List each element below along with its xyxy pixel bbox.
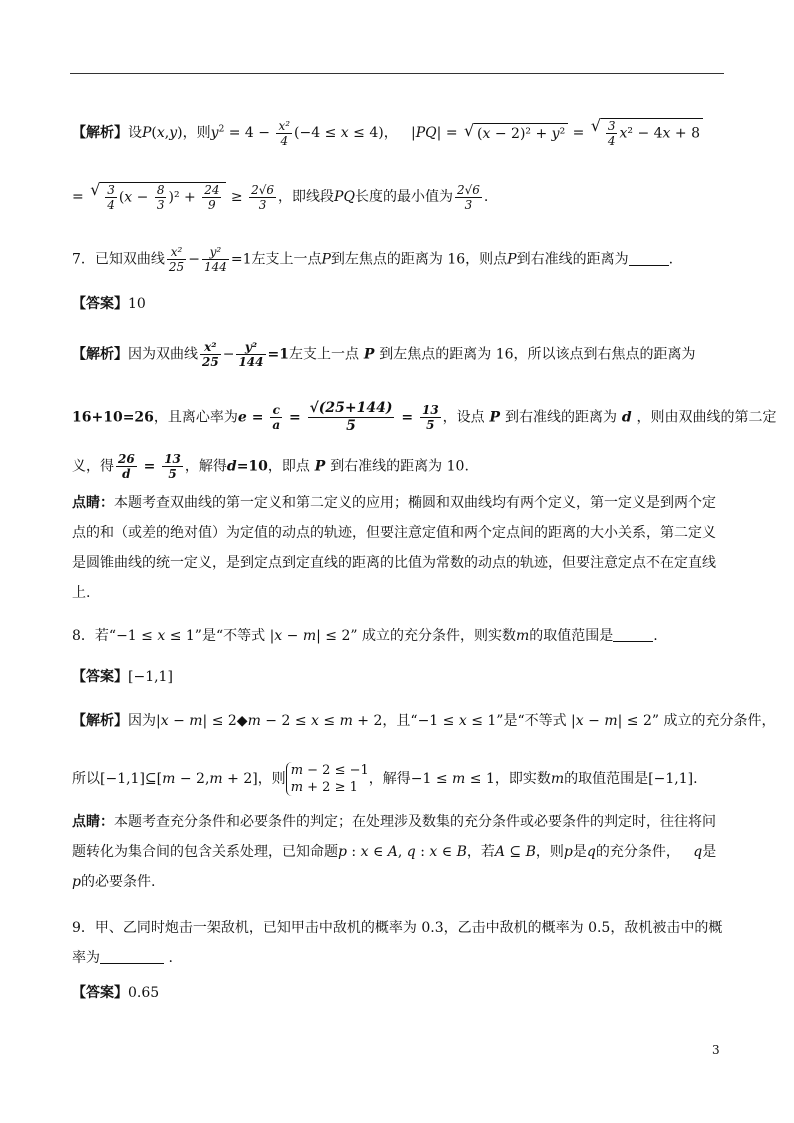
text: ，解得 (184, 458, 227, 475)
text: 成立的充分条件，则实数 (362, 628, 516, 644)
q8-note: 点睛：本题考查充分条件和必要条件的判定；在处理涉及数集的充分条件或必要条件的判定时，往往将问题转化为集合间的包含关系处理，已知命题p : x ∈ A, q : x ∈ B，若A ⊆ B，则p是q的充分条件， q是p的必要条件. (72, 814, 717, 890)
text: 设 (128, 125, 142, 141)
text: 9．甲、乙同时炮击一架敌机，已知甲击中敌机的概率为 0.3，乙击中敌机的概率为 0.5，敌机被击中的概率为 (72, 920, 723, 966)
text: ，则由双曲线的第二定 (636, 409, 777, 426)
note-label: 点睛： (72, 495, 114, 511)
text: ，则 (257, 771, 286, 787)
text: 成立的充分条件， (663, 713, 776, 729)
analysis-label: 【解析】 (72, 125, 128, 141)
answer-blank (100, 949, 164, 964)
fraction: $\frac{\text{y²}}{144}$ (238, 340, 264, 369)
text: 因为双曲线 (128, 346, 198, 363)
text: 义，得 (72, 458, 114, 475)
text: 本题考查双曲线的第一定义和第二定义的应用；椭圆和双曲线均有两个定义，第一定义是到两个定点的和（或差的绝对值）为定值的动点的轨迹，但要注意定值和两个定点间的距离的大小关系，第二定义是圆锥曲线的统一定义，是到定点到定直线的距离的比值为常数的动点的轨迹，但要注意定点不在定直线上. (72, 495, 716, 601)
answer-value: 0.65 (128, 985, 160, 1001)
q8-answer (72, 667, 173, 687)
q7-note (72, 488, 724, 608)
text: ，解得 (368, 771, 411, 787)
text: ，设点 (442, 409, 485, 426)
q8-analysis-line-2: 所以[−1,1]⊆[m − 2,m + 2]，则m − 2 ≤ −1 m + 2 ≥ 1，解得−1 ≤ m ≤ 1，即实数m的取值范围是[−1,1]. (72, 763, 698, 795)
text: ，则 (535, 844, 564, 860)
text: ，即实数 (494, 771, 551, 787)
q7-analysis-line-1: 【解析】因为双曲线 $\frac{\text{x²}}{25}$ − $\frac{\text{y²}}{144}$ =1左支上一点 P 到左焦点的距离为 16，所以该点到右焦点的距离为 (72, 340, 696, 369)
text: 长度的最小值为 (354, 189, 453, 205)
text: . (483, 189, 489, 205)
text: ，即点 (267, 458, 310, 475)
q9-answer (72, 983, 159, 1003)
text: ，且 (382, 713, 411, 729)
text: 的取值范围是 (529, 628, 614, 644)
text: 到右准线的距离为 10. (330, 458, 469, 475)
q7-question: 7．已知双曲线 $\frac{\text{x²}}{25}$ − $\frac{\text{y²}}{144}$ =1左支上一点P到左焦点的距离为 16，则点P到右准线的距离为 . (72, 245, 674, 274)
text: 是 (572, 844, 587, 860)
fraction: $\frac{13}{5}$ (421, 403, 439, 432)
fraction: $\frac{2√6}{3}$ (456, 182, 480, 212)
fraction: $\frac{\text{x²}}{25}$ (202, 340, 219, 369)
fraction: $\frac{2√6}{3}$ (251, 182, 275, 212)
answer-value: 10 (128, 296, 146, 312)
q9-question: 9．甲、乙同时炮击一架敌机，已知甲击中敌机的概率为 0.3，乙击中敌机的概率为 0.5，敌机被击中的概率为 . (72, 920, 723, 966)
q7-analysis-line-3: 义，得 $\frac{26}{d}$ = $\frac{13}{5}$ ，解得d=10，即点 P 到右准线的距离为 10. (72, 452, 469, 481)
q8-question: 8．若“−1 ≤ x ≤ 1”是“不等式 |x − m| ≤ 2” 成立的充分条件，则实数m的取值范围是 . (72, 628, 658, 644)
q8-analysis-line-1: 【解析】因为|x − m| ≤ 2◆m − 2 ≤ x ≤ m + 2，且“−1 ≤ x ≤ 1”是“不等式 |x − m| ≤ 2” 成立的充分条件， (72, 713, 776, 729)
text: ，且离心率为 (153, 409, 238, 426)
fraction: $\frac{√(25+144)}{5}$ (309, 400, 393, 434)
text: 的取值范围是 (564, 771, 649, 787)
sqrt: √ (x − 2)² + y² (474, 123, 568, 144)
text: 到右准线的距离为 (504, 409, 617, 426)
text: 到左焦点的距离为 16，所以该点到右焦点的距离为 (379, 346, 696, 363)
text: 的充分条件， (595, 844, 680, 860)
text: 左支上一点 (288, 346, 359, 363)
text: 到左焦点的距离为 16，则点 (330, 251, 508, 268)
text: 8．若 (72, 628, 109, 644)
text: ，若 (466, 844, 495, 860)
sqrt: √ $\frac{3}{4}$ (x − $\frac{8}{3}$ )² + $\frac{24}{9}$ (100, 182, 226, 212)
fraction: $\frac{\text{x²}}{25}$ (168, 245, 185, 274)
text: 到右准线的距离为 (516, 251, 629, 268)
text: 本题考查充分条件和必要条件的判定；在处理涉及数集的充分条件或必要条件的判定时，往往将问题转化为集合间的包含关系处理，已知命题 (72, 814, 716, 860)
answer-blank (613, 627, 653, 642)
fraction: $\frac{\text{x²}}{4}$ (278, 118, 291, 148)
text: 因为 (128, 713, 156, 729)
text: ，则 (182, 125, 211, 141)
text: 所以 (72, 771, 100, 787)
text: ，即线段 (278, 189, 335, 205)
q6-analysis-line-1: 【解析】设P(x,y)，则$y^2 = 4$ − $\frac{\text{x²}}{4}$ (−4 ≤ x ≤ 4)， |PQ| = √ (x − 2)² + y² = √ $\frac{3}{4}$ x² − 4x + 8 (72, 118, 703, 148)
text: 左支上一点 (251, 251, 322, 268)
text: 是 (201, 628, 216, 644)
q7-answer (72, 294, 146, 314)
answer-label: 【答案】 (72, 985, 128, 1001)
q7-analysis-line-2: 16+10=26，且离心率为e = $\frac{c}{a}$ = $\frac{√(25+144)}{5}$ = $\frac{13}{5}$ ，设点 P 到右准线的距离为 d ，则由双曲线的第二定 (72, 400, 777, 434)
sqrt: √ $\frac{3}{4}$ x² − 4x + 8 (601, 118, 703, 148)
page-number: 3 (712, 1043, 720, 1057)
inequality-system: m − 2 ≤ −1 m + 2 ≥ 1 (286, 762, 369, 796)
header-rule (70, 73, 724, 74)
text: 的必要条件. (80, 874, 156, 890)
text: 是 (702, 844, 717, 860)
text: 7．已知双曲线 (72, 251, 165, 268)
q6-analysis-line-2: = √ $\frac{3}{4}$ (x − $\frac{8}{3}$ )² + $\frac{24}{9}$ ≥ $\frac{2√6}{3}$ ，即线段PQ长度的最小值为 $\frac{2√6}{3}$ . (72, 182, 488, 212)
answer-label: 【答案】 (72, 296, 128, 312)
fraction: $\frac{13}{5}$ (164, 452, 181, 481)
note-label: 点睛： (72, 814, 114, 830)
analysis-label: 【解析】 (72, 713, 128, 729)
fraction: $\frac{c}{a}$ (272, 403, 281, 432)
fraction: $\frac{\text{y²}}{144}$ (203, 245, 227, 274)
answer-value: [−1,1] (128, 669, 173, 685)
answer-label: 【答案】 (72, 669, 128, 685)
answer-blank (629, 251, 669, 266)
fraction: $\frac{26}{d}$ (118, 452, 135, 481)
text: 是 (503, 713, 518, 729)
analysis-label: 【解析】 (72, 346, 128, 363)
